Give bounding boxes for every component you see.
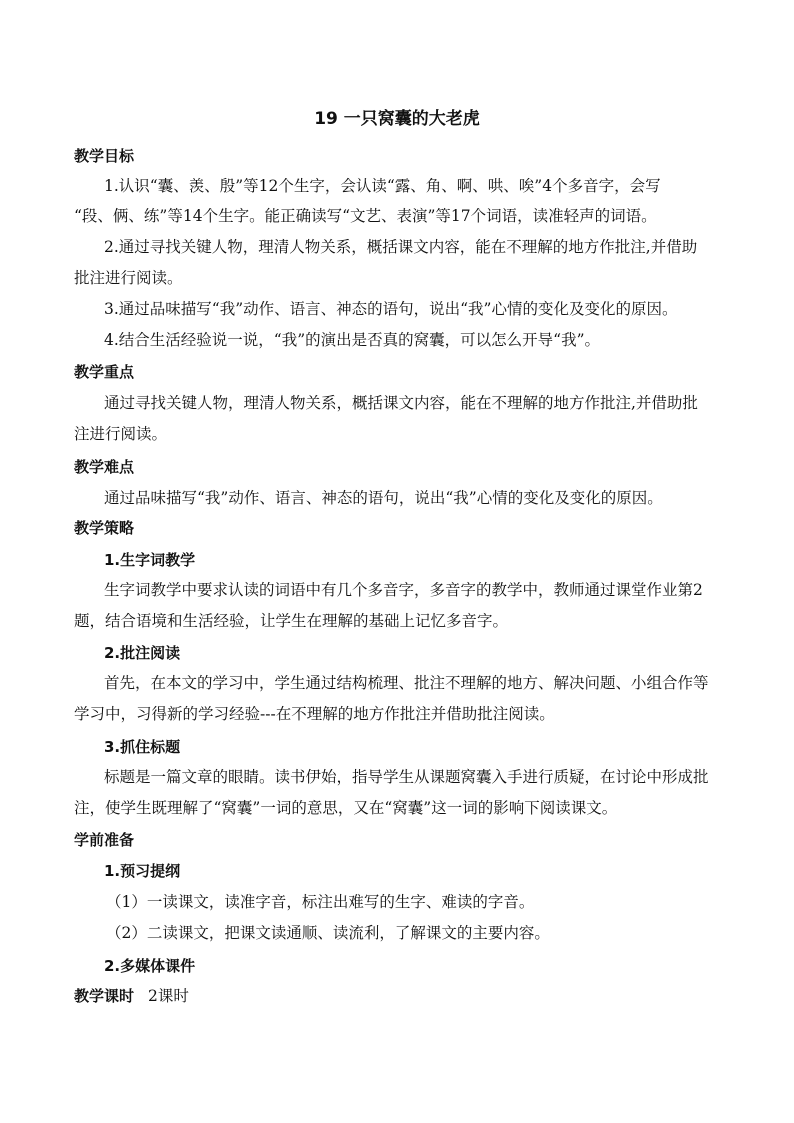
difficulties-line-1: 通过品味描写“我”动作、语言、神态的语句，说出“我”心情的变化及变化的原因。 — [104, 489, 663, 507]
strategy-3-line-2: 注，使学生既理解了“窝囊”一词的意思，又在“窝囊”这一词的影响下阅读课文。 — [74, 799, 618, 817]
difficulties-heading: 教学难点 — [74, 458, 135, 476]
objectives-heading: 教学目标 — [74, 147, 135, 165]
preparation-1-heading: 1.预习提纲 — [104, 862, 181, 880]
objective-2-line-1: 2.通过寻找关键人物，理清人物关系，概括课文内容，能在不理解的地方作批注,并借助 — [104, 238, 698, 256]
objective-2-line-2: 批注进行阅读。 — [74, 269, 183, 287]
strategy-1-heading: 1.生字词教学 — [104, 551, 196, 569]
strategy-2-line-1: 首先，在本文的学习中，学生通过结构梳理、批注不理解的地方、解决问题、小组合作等 — [104, 674, 709, 692]
key-points-heading: 教学重点 — [74, 363, 135, 381]
objective-1-line-2: “段、俩、练”等14个生字。能正确读写“文艺、表演”等17个词语，读准轻声的词语。 — [74, 207, 657, 225]
strategy-3-heading: 3.抓住标题 — [104, 738, 181, 756]
preparation-2-heading: 2.多媒体课件 — [104, 957, 196, 975]
strategy-2-line-2: 学习中，习得新的学习经验---在不理解的地方作批注并借助批注阅读。 — [74, 705, 555, 723]
strategy-2-heading: 2.批注阅读 — [104, 644, 181, 662]
preparation-heading: 学前准备 — [74, 831, 135, 849]
strategy-3-line-1: 标题是一篇文章的眼睛。读书伊始，指导学生从课题窝囊入手进行质疑，在讨论中形成批 — [104, 768, 709, 786]
key-points-line-1: 通过寻找关键人物，理清人物关系，概括课文内容，能在不理解的地方作批注,并借助批 — [104, 394, 698, 412]
strategy-1-line-1: 生字词教学中要求认读的词语中有几个多音字，多音字的教学中，教师通过课堂作业第2 — [104, 581, 703, 599]
teaching-hours — [74, 986, 189, 1006]
objective-1-line-1: 1.认识“囊、羡、殷”等12个生字，会认读“露、角、啊、哄、唉”4个多音字，会写 — [104, 177, 661, 195]
teaching-hours-value: 2课时 — [148, 987, 189, 1005]
teaching-hours-label: 教学课时 — [74, 987, 135, 1005]
strategy-1-line-2: 题，结合语境和生活经验，让学生在理解的基础上记忆多音字。 — [74, 612, 509, 630]
key-points-line-2: 注进行阅读。 — [74, 425, 168, 443]
objective-3: 3.通过品味描写“我”动作、语言、神态的语句，说出“我”心情的变化及变化的原因。 — [104, 300, 678, 318]
strategies-heading: 教学策略 — [74, 519, 135, 537]
preparation-1-item-1: （1）一读课文，读准字音，标注出难写的生字、难读的字音。 — [106, 893, 535, 911]
preparation-1-item-2: （2）二读课文，把课文读通顺、读流利，了解课文的主要内容。 — [106, 924, 550, 942]
objective-4: 4.结合生活经验说一说，“我”的演出是否真的窝囊，可以怎么开导“我”。 — [104, 331, 600, 349]
document-title: 19 一只窝囊的大老虎 — [314, 109, 480, 129]
